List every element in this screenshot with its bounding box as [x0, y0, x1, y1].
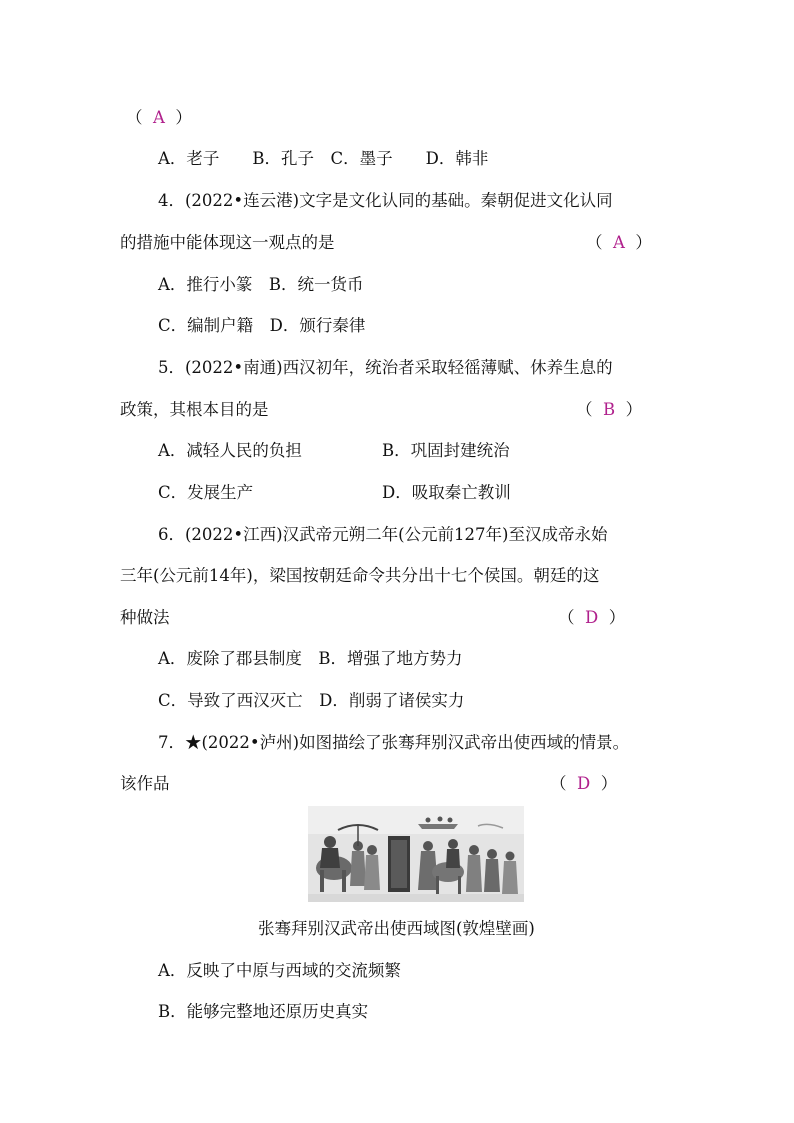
- q6-answer-bracket: （ D ）: [558, 608, 626, 627]
- q3-answer-line: （ A ）: [126, 108, 192, 127]
- q5-answer-bracket: （ B ）: [576, 400, 643, 419]
- q7-option-a: A．反映了中原与西域的交流频繁: [158, 961, 401, 980]
- q4-answer-bracket: （ A ）: [586, 233, 652, 252]
- q5-option-b: B．巩固封建统治: [382, 441, 510, 460]
- q5-stem-line1: 5．(2022•南通)西汉初年，统治者采取轻徭薄赋、休养生息的: [158, 358, 613, 377]
- q7-answer: D: [577, 774, 591, 793]
- q6-stem-line3: 种做法: [120, 608, 170, 627]
- q5-option-c: C．发展生产: [158, 483, 254, 502]
- mural-illustration: [308, 806, 524, 902]
- q3-answer: A: [153, 108, 165, 127]
- q5-answer: B: [603, 400, 616, 419]
- q6-stem-line1: 6．(2022•江西)汉武帝元朔二年(公元前127年)至汉成帝永始: [158, 525, 608, 544]
- q4-stem-line1: 4．(2022•连云港)文字是文化认同的基础。秦朝促进文化认同: [158, 191, 613, 210]
- q4-stem-line2: 的措施中能体现这一观点的是: [120, 233, 335, 252]
- q5-stem-line2: 政策，其根本目的是: [120, 400, 269, 419]
- mural-sketch: [308, 806, 524, 902]
- q7-answer-bracket: （ D ）: [550, 774, 618, 793]
- q6-options-row2: C．导致了西汉灭亡 D．削弱了诸侯实力: [158, 691, 465, 710]
- figure-caption: 张骞拜别汉武帝出使西域图(敦煌壁画): [258, 919, 535, 938]
- q6-stem-line2: 三年(公元前14年)，梁国按朝廷命令共分出十七个侯国。朝廷的这: [120, 566, 600, 585]
- q3-options: A．老子 B．孔子 C．墨子 D．韩非: [158, 149, 489, 168]
- q5-option-d: D．吸取秦亡教训: [382, 483, 511, 502]
- q7-option-b: B．能够完整地还原历史真实: [158, 1002, 369, 1021]
- q5-option-a: A．减轻人民的负担: [158, 441, 302, 460]
- q6-answer: D: [585, 608, 599, 627]
- q7-stem-line2: 该作品: [120, 774, 170, 793]
- q7-stem-line1: 7．★(2022•泸州)如图描绘了张骞拜别汉武帝出使西域的情景。: [158, 733, 630, 752]
- q4-options-row2: C．编制户籍 D．颁行秦律: [158, 316, 366, 335]
- q6-options-row1: A．废除了郡县制度 B．增强了地方势力: [158, 649, 463, 668]
- q4-answer: A: [613, 233, 625, 252]
- q4-options-row1: A．推行小篆 B．统一货币: [158, 275, 364, 294]
